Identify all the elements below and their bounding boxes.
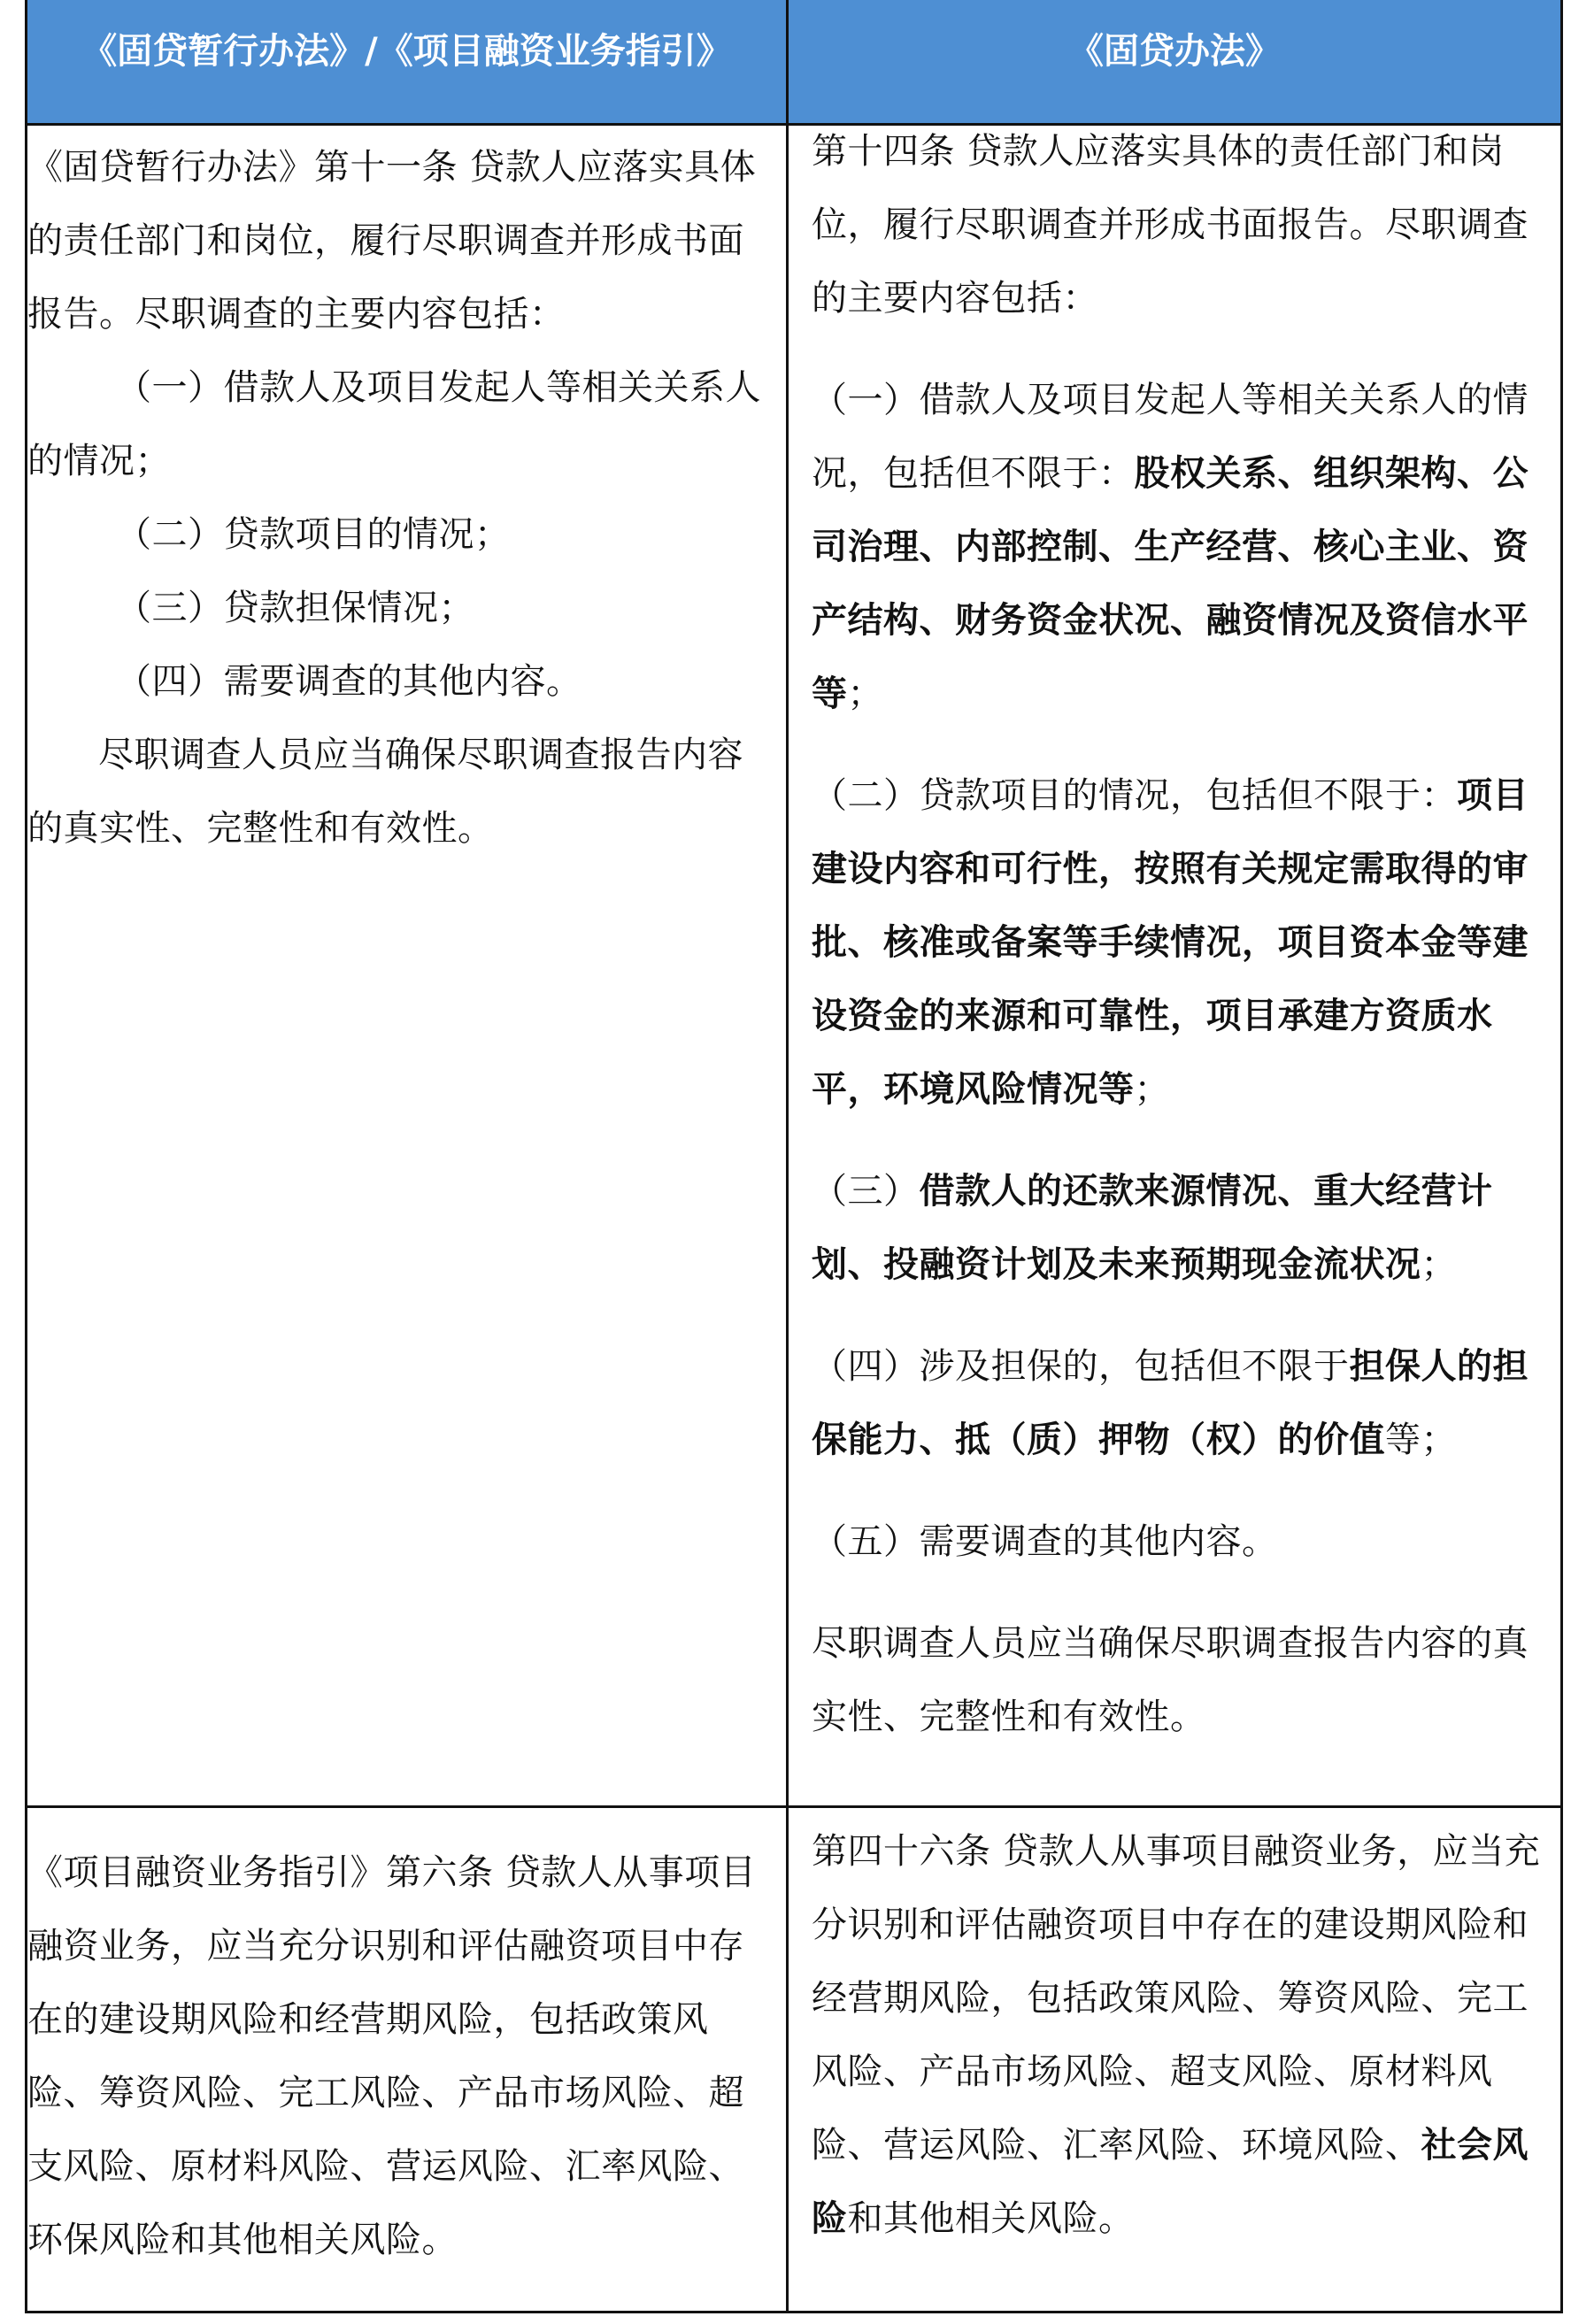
row1-right-item2: （二）贷款项目的情况，包括但不限于：项目建设内容和可行性，按照有关规定需取得的审批、核准或备案等手续情况，项目资本金等建设资金的来源和可靠性，项目承建方资质水平，环境风险情况等； bbox=[812, 775, 1529, 1110]
row1-right-intro: 第十四条 贷款人应落实具体的责任部门和岗位，履行尽职调查并形成书面报告。尽职调查的主要内容包括： bbox=[812, 131, 1529, 319]
row1-left-item: （三）贷款担保情况； bbox=[116, 588, 474, 628]
row1-left-intro: 《固贷暂行办法》第十一条 贷款人应落实具体的责任部门和岗位，履行尽职调查并形成书面报告。尽职调查的主要内容包括： bbox=[27, 147, 757, 335]
row1-left-item: （四）需要调查的其他内容。 bbox=[116, 661, 582, 702]
row2-right-text: 第四十六条 贷款人从事项目融资业务，应当充分识别和评估融资项目中存在的建设期风险和经营期风险，包括政策风险、筹资风险、完工风险、产品市场风险、超支风险、原材料风险、营运风险、汇率风险、环境风险、社会风险和其他相关风险。 bbox=[812, 1831, 1541, 2239]
row1-left-item: （二）贷款项目的情况； bbox=[116, 514, 511, 555]
row-divider bbox=[27, 1805, 1560, 1808]
row1-right-cell bbox=[812, 115, 1542, 1754]
header-left: 《固贷暂行办法》/《项目融资业务指引》 bbox=[27, 0, 786, 123]
row1-right-closing: 尽职调查人员应当确保尽职调查报告内容的真实性、完整性和有效性。 bbox=[812, 1623, 1529, 1737]
row2-right-cell bbox=[812, 1815, 1542, 2256]
comparison-table bbox=[25, 0, 1563, 2313]
row1-right-item4: （四）涉及担保的，包括但不限于担保人的担保能力、抵（质）押物（权）的价值等； bbox=[812, 1346, 1529, 1460]
column-divider bbox=[786, 0, 789, 2311]
row2-left-cell bbox=[27, 1836, 762, 2277]
row1-right-item1: （一）借款人及项目发起人等相关关系人的情况，包括但不限于：股权关系、组织架构、公司治理、内部控制、生产经营、核心主业、资产结构、财务资金状况、融资情况及资信水平等； bbox=[812, 380, 1529, 714]
row1-left-closing: 尽职调查人员应当确保尽职调查报告内容的真实性、完整性和有效性。 bbox=[27, 735, 743, 849]
row1-left-cell bbox=[27, 131, 762, 866]
header-right: 《固贷办法》 bbox=[789, 0, 1560, 123]
row1-right-item3: （三）借款人的还款来源情况、重大经营计划、投融资计划及未来预期现金流状况； bbox=[812, 1171, 1493, 1285]
row1-right-item5: （五）需要调查的其他内容。 bbox=[812, 1521, 1278, 1562]
row1-left-item: （一）借款人及项目发起人等相关关系人的情况； bbox=[27, 367, 761, 481]
row2-left-text: 《项目融资业务指引》第六条 贷款人从事项目融资业务，应当充分识别和评估融资项目中存在的建设期风险和经营期风险，包括政策风险、筹资风险、完工风险、产品市场风险、超支风险、原材料风险、营运风险、汇率风险、环保风险和其他相关风险。 bbox=[27, 1852, 757, 2260]
